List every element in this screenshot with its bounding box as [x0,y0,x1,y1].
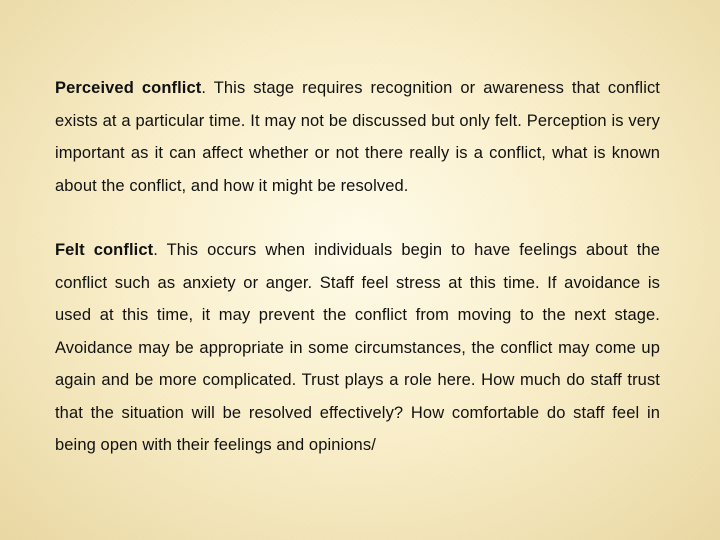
slide-body [55,72,660,462]
paragraph-perceived-conflict [55,72,660,202]
term-felt-conflict: Felt conflict [55,241,154,259]
paragraph-felt-conflict [55,234,660,462]
paragraph-text: . This stage requires recognition or awareness that conflict exists at a particular time. It may not be discussed but only felt. Perception is very important as it can affect whether or not there really is a conflict, what is known about the conflict, and how it might be resolved. [55,79,660,195]
paragraph-text: . This occurs when individuals begin to have feelings about the conflict such as anxiety or anger. Staff feel stress at this time. If avoidance is used at this time, it may prevent the conflict from moving to the next stage. Avoidance may be appropriate in some circumstances, the conflict may come up again and be more complicated. Trust plays a role here. How much do staff trust that the situation will be resolved effectively? How comfortable do staff feel in being open with their feelings and opinions/ [55,241,660,454]
term-perceived-conflict: Perceived conflict [55,79,202,97]
